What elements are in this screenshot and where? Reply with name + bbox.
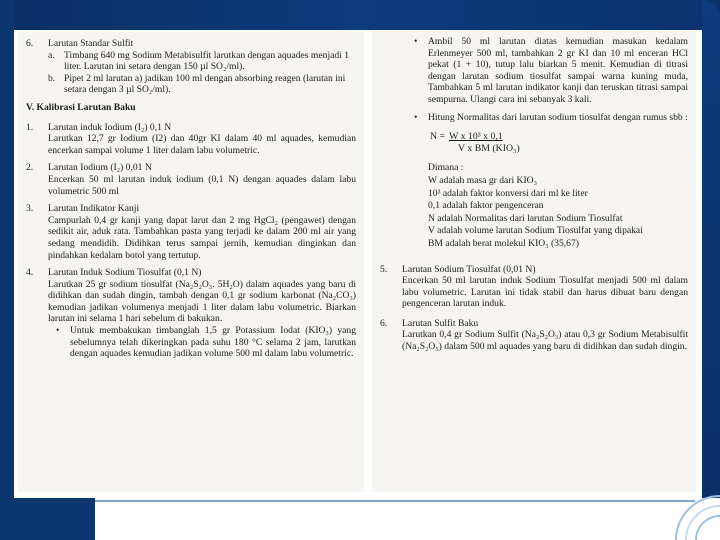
frame-left-bar [0, 0, 14, 540]
item-text: Campurlah 0,4 gr kanji yang dapat larut dan 2 mg HgCl₂ (pengawet) dengan sedikit air, aduk rata. Tambahkan pasta yang terjadi ke dalam 200 ml air yang sedang mendidih. Didihkan terus sampai jernih, kemudian dinginkan dan pindahkan kedalam botol yang tertutup. [48, 214, 356, 261]
item-number: 1. [26, 121, 34, 133]
definition-line: 0,1 adalah faktor pengenceran [428, 200, 544, 212]
definition-line: N adalah Normalitas dari larutan Sodium Tiosulfat [428, 212, 623, 224]
section-heading: V. Kalibrasi Larutan Baku [26, 101, 136, 113]
definitions-title: Dimana : [428, 162, 464, 174]
item-text: Encerkan 50 ml larutan induk Sodium Tiosulfat menjadi 500 ml dalam labu volumetric. Larutan ini tidak stabil dan harus dibuat baru dengan pengenceran larutan induk. [402, 275, 688, 310]
item-number: 6. [26, 38, 34, 49]
bullet-mark: • [56, 325, 60, 337]
formula-denominator: V x BM (KIO₃) [458, 142, 520, 154]
sub-label-b: b. [48, 72, 56, 84]
left-document-page [18, 32, 364, 492]
item-number: 3. [26, 203, 34, 215]
definition-line: W adalah masa gr dari KIO₃ [428, 174, 537, 186]
bullet-mark: • [414, 111, 418, 123]
item-title: Larutan Sulfit Baku [402, 317, 479, 329]
right-item-6 [380, 318, 688, 353]
definition-line: V adalah volume larutan Sodium Tiosulfat yang dipakai [428, 225, 643, 237]
item-text: Larutkan 25 gr sodium tiosulfat (Na₂S₂O₃. 5H₂O) dalam aquades yang baru di didihkan dan sudah dingin, tambah dengan 0,1 gr sodium karbonat (Na₂CO₃) kemudian jadikan volumenya menjadi 1 liter dalam labu volumetric. Biarkan larutan ini selama 1 hari sebelum di bakukan. [48, 278, 356, 325]
variable-definitions [380, 162, 688, 249]
formula-numerator: W x 10³ x 0,1 [449, 131, 503, 143]
left-item-3 [26, 203, 356, 261]
item-number: 6. [380, 317, 388, 329]
bullet-text: Ambil 50 ml larutan diatas kemudian masukan kedalam Erlenmeyer 500 ml, tambahkan 2 gr KI dan 10 ml enceran HCl pekat (1 + 10), tutup lalu biarkan 5 menit. Kemudian di titrasi dengan larutan sodium tiosulfat sampai warna kuning muda, Tambahkan 5 ml larutan indikator kanji dan teruskan titrasi sampai sempurna. Ulangi cara ini sebanyak 3 kali. [428, 36, 688, 105]
frame-bottom-block [0, 498, 95, 540]
left-item-4 [26, 267, 356, 360]
bullet-mark: • [414, 36, 418, 47]
frame-top-bar [0, 0, 720, 30]
item-title: Larutan Iodium (I₂) 0,01 N [48, 162, 152, 174]
left-item-6 [26, 38, 356, 96]
definition-line: BM adalah berat molekul KIO₃ (35,67) [428, 237, 579, 249]
item-title: Larutan Sodium Tiosulfat (0,01 N) [402, 263, 536, 275]
right-item-5 [380, 264, 688, 310]
bullet-text: Hitung Normalitas dari larutan sodium tiosulfat dengan rumus sbb : [428, 111, 688, 123]
left-item-2 [26, 162, 356, 197]
item-number: 4. [26, 267, 34, 279]
sub-text-b: Pipet 2 ml larutan a) jadikan 100 ml dengan absorbing reagen (larutan ini setara dengan 3 µl SO₂/ml). [64, 72, 346, 96]
sub-label-a: a. [48, 49, 55, 61]
sub-text-a: Timbang 640 mg Sodium Metabisulfit larutkan dengan aquades menjadi 1 liter. Larutan ini setara dengan 150 µl SO₂/ml). [64, 49, 350, 73]
item-title: Larutan Standar Sulfit [48, 38, 134, 49]
formula-lhs: N = [430, 131, 446, 143]
left-item-1 [26, 122, 356, 157]
item-text: Encerkan 50 ml larutan induk iodium (0,1 N) dengan aquades dalam labu volumetric 500 ml [48, 173, 356, 197]
frame-divider-line [95, 500, 695, 502]
right-bullet-2 [380, 112, 688, 124]
item-title: Larutan Induk Sodium Tiosulfat (0,1 N) [48, 267, 202, 279]
frame-bottom-area [0, 498, 720, 540]
item-title: Larutan Indikator Kanji [48, 203, 140, 215]
item-title: Larutan induk Iodium (I₂) 0,1 N [48, 121, 172, 133]
item-number: 2. [26, 162, 34, 174]
item-text: Larutkan 0,4 gr Sodium Sulfit (Na₂S₂O₃) atau 0,3 gr Sodium Metabisulfit (Na₂S₂O₅) dalam 500 ml aquades yang baru di didihkan dan sudah dingin. [402, 329, 688, 353]
normality-formula [430, 131, 688, 154]
item-text: Larutkan 12,7 gr Iodium (I2) dan 40gr KI dalam 40 ml aquades, kemudian encerkan sampai volume 1 liter dalam labu volumetric. [48, 133, 356, 156]
right-bullet-1 [380, 36, 688, 106]
definition-line: 10³ adalah faktor konversi dari ml ke liter [428, 187, 588, 199]
right-document-page [372, 30, 696, 492]
item-number: 5. [380, 263, 388, 275]
bullet-text: Untuk membakukan timbanglah 1,5 gr Potassium Iodat (KIO₃) yang sebelumnya telah dikeringkan pada suhu 180 °C selama 2 jam, larutkan dengan aquades kemudian jadikan volume 500 ml dalam labu volumetric. [70, 325, 356, 360]
frame-right-bar [702, 0, 720, 540]
